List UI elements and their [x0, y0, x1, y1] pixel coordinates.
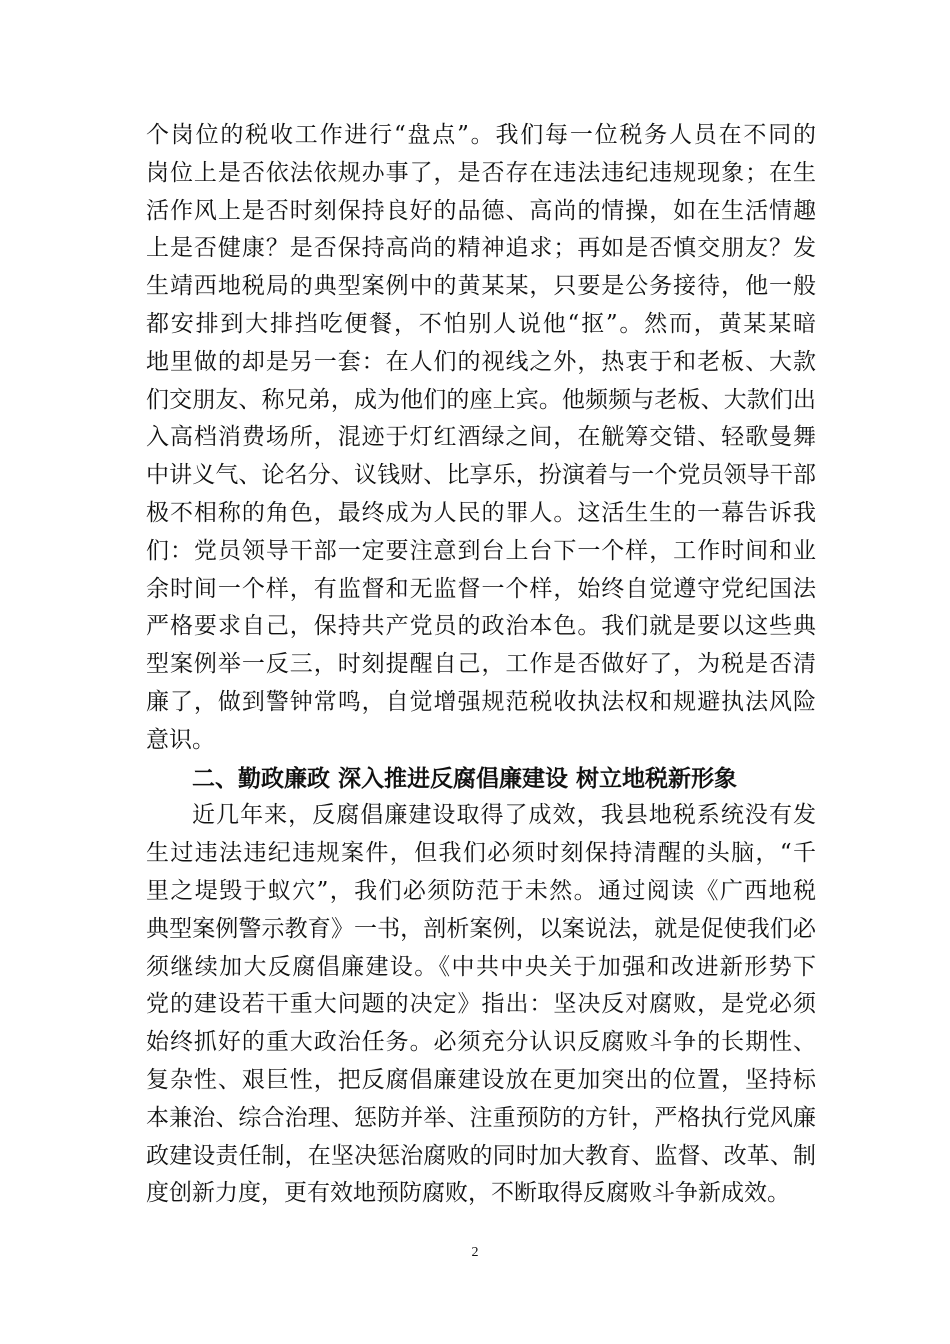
text-line-4: 上是否健康？是否保持高尚的精神追求；再如是否慎交朋友？发: [146, 235, 816, 262]
text-line-11: 极不相称的角色，最终成为人民的罪人。这活生生的一幕告诉我: [146, 499, 816, 526]
text-line-22: 典型案例警示教育》一书，剖析案例，以案说法，就是促使我们必: [146, 915, 816, 942]
text-line-28: 政建设责任制，在坚决惩治腐败的同时加大教育、监督、改革、制: [146, 1142, 816, 1169]
page-number: 2: [471, 1245, 479, 1260]
text-line-13: 余时间一个样，有监督和无监督一个样，始终自觉遵守党纪国法: [146, 575, 816, 602]
text-line-23: 须继续加大反腐倡廉建设。《中共中央关于加强和改进新形势下: [146, 953, 816, 980]
text-line-17: 意识。: [146, 726, 215, 753]
text-line-14: 严格要求自己，保持共产党员的政治本色。我们就是要以这些典: [146, 613, 816, 640]
text-line-29: 度创新力度，更有效地预防腐败，不断取得反腐败斗争新成效。: [146, 1180, 790, 1207]
text-line-8: 们交朋友、称兄弟，成为他们的座上宾。他频频与老板、大款们出: [146, 386, 816, 413]
section-heading: 二、勤政廉政 深入推进反腐倡廉建设 树立地税新形象: [192, 764, 738, 792]
text-line-27: 本兼治、综合治理、惩防并举、注重预防的方针，严格执行党风廉: [146, 1104, 816, 1131]
text-line-12: 们：党员领导干部一定要注意到台上台下一个样，工作时间和业: [146, 537, 816, 564]
text-line-5: 生靖西地税局的典型案例中的黄某某，只要是公务接待，他一般: [146, 273, 816, 300]
text-line-15: 型案例举一反三，时刻提醒自己，工作是否做好了，为税是否清: [146, 651, 816, 678]
text-line-10: 中讲义气、论名分、议钱财、比享乐，扮演着与一个党员领导干部: [146, 462, 816, 489]
text-line-26: 复杂性、艰巨性，把反腐倡廉建设放在更加突出的位置，坚持标: [146, 1066, 816, 1093]
text-line-2: 岗位上是否依法依规办事了，是否存在违法违纪违规现象；在生: [146, 159, 816, 186]
text-line-20: 生过违法违纪违规案件，但我们必须时刻保持清醒的头脑，“千: [146, 840, 816, 867]
text-line-1: 个岗位的税收工作进行“盘点”。我们每一位税务人员在不同的: [146, 122, 816, 148]
text-line-6: 都安排到大排挡吃便餐，不怕别人说他“抠”。然而，黄某某暗: [146, 310, 816, 337]
text-line-9: 入高档消费场所，混迹于灯红酒绿之间，在觥筹交错、轻歌曼舞: [146, 424, 816, 451]
text-line-7: 地里做的却是另一套：在人们的视线之外，热衷于和老板、大款: [146, 348, 816, 375]
text-line-16: 廉了，做到警钟常鸣，自觉增强规范税收执法权和规避执法风险: [146, 688, 816, 715]
document-body: [146, 117, 816, 1213]
text-line-19: 近几年来，反腐倡廉建设取得了成效，我县地税系统没有发: [192, 802, 816, 829]
text-line-3: 活作风上是否时刻保持良好的品德、高尚的情操，如在生活情趣: [146, 197, 816, 224]
text-line-25: 始终抓好的重大政治任务。必须充分认识反腐败斗争的长期性、: [146, 1029, 816, 1056]
text-line-21: 里之堤毁于蚁穴”，我们必须防范于未然。通过阅读《广西地税: [146, 877, 816, 904]
text-line-24: 党的建设若干重大问题的决定》指出：坚决反对腐败，是党必须: [146, 991, 816, 1018]
